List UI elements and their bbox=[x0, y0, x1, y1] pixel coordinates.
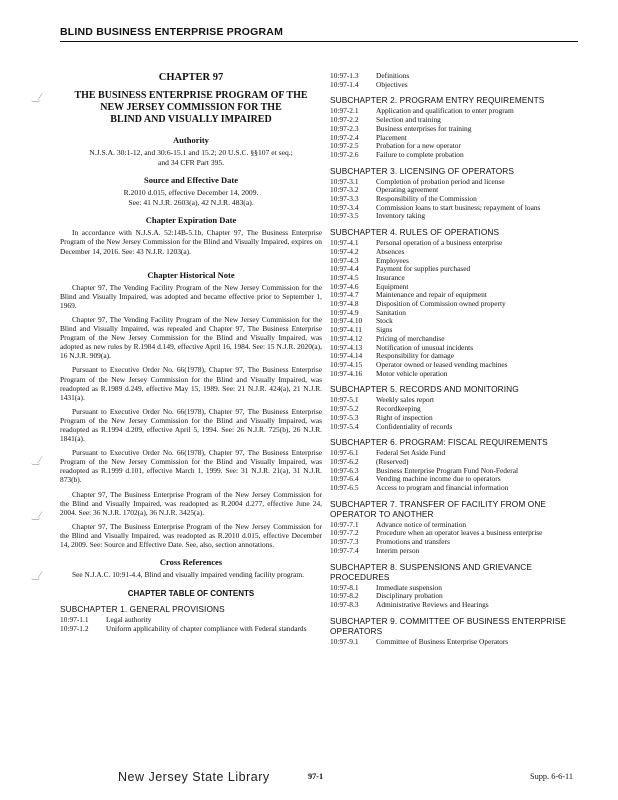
header-rule bbox=[60, 41, 578, 42]
section-number: 10:97-4.2 bbox=[330, 246, 359, 256]
toc-entry bbox=[330, 72, 580, 81]
toc-entry bbox=[330, 274, 580, 283]
section-title: Maintenance and repair of equipment bbox=[376, 290, 487, 300]
section-title: Personal operation of a business enterprise bbox=[376, 238, 503, 248]
history-paragraph: Pursuant to Executive Order No. 66(1978), Chapter 97, The Business Enterprise Program of the New Jersey Commission for the Blind and Visually Impaired, was readopted as R.1989 d.249, effective May 15, 1989. See: 21 N.J.R. 424(a), 21 N.J.R. 1431(a). bbox=[60, 365, 322, 402]
section-number: 10:97-4.4 bbox=[330, 264, 359, 274]
section-number: 10:97-4.11 bbox=[330, 325, 362, 335]
history-paragraph: Pursuant to Executive Order No. 66(1978), Chapter 97, The Business Enterprise Program of the New Jersey Commission for the Blind and Visually Impaired, was readopted as R.1999 d.101, effective March 1, 1999. See: 31 N.J.R. 21(a), 31 N.J.R. 873(b). bbox=[60, 448, 322, 485]
section-number: 10:97-4.14 bbox=[330, 351, 363, 361]
margin-mark: ‿⁄ bbox=[32, 455, 41, 465]
subchapter-heading: SUBCHAPTER 7. TRANSFER OF FACILITY FROM ONE OPERATOR TO ANOTHER bbox=[330, 498, 547, 519]
toc-entry bbox=[330, 151, 580, 160]
section-title: Payment for supplies purchased bbox=[376, 264, 471, 274]
section-number: 10:97-3.5 bbox=[330, 211, 359, 221]
section-title: Promotions and transfers bbox=[376, 537, 450, 547]
subchapter-heading: SUBCHAPTER 2. PROGRAM ENTRY REQUIREMENTS bbox=[330, 95, 545, 106]
section-number: 10:97-4.9 bbox=[330, 307, 359, 317]
toc-entry bbox=[330, 449, 580, 458]
subchapter-heading: SUBCHAPTER 1. GENERAL PROVISIONS bbox=[60, 604, 225, 615]
section-number: 10:97-3.1 bbox=[330, 176, 359, 186]
section-title: (Reserved) bbox=[376, 456, 409, 466]
toc-entry bbox=[330, 484, 580, 493]
section-number: 10:97-4.7 bbox=[330, 290, 359, 300]
section-number: 10:97-2.4 bbox=[330, 132, 359, 142]
toc-entry bbox=[330, 178, 580, 187]
section-title: Disposition of Commission owned property bbox=[376, 299, 506, 309]
history-heading: Chapter Historical Note bbox=[147, 269, 235, 280]
toc-entry bbox=[330, 81, 580, 90]
toc-entry bbox=[330, 265, 580, 274]
chapter-title-line: NEW JERSEY COMMISSION FOR THE bbox=[100, 102, 282, 113]
toc-entry bbox=[330, 538, 580, 547]
section-number: 10:97-7.2 bbox=[330, 528, 359, 538]
section-number: 10:97-2.5 bbox=[330, 141, 359, 151]
section-title: Placement bbox=[376, 132, 407, 142]
section-number: 10:97-2.1 bbox=[330, 106, 359, 116]
section-title: Pricing of merchandise bbox=[376, 333, 445, 343]
section-title: Vending machine income due to operators bbox=[376, 474, 501, 484]
section-number: 10:97-7.3 bbox=[330, 537, 359, 547]
section-number: 10:97-4.15 bbox=[330, 359, 363, 369]
section-number: 10:97-4.1 bbox=[330, 238, 359, 248]
toc-entry bbox=[330, 239, 580, 248]
source-line: R.2010 d.015, effective December 14, 2009. bbox=[123, 188, 259, 198]
section-title: Access to program and financial information bbox=[376, 483, 509, 493]
toc-entry bbox=[330, 584, 580, 593]
margin-mark: ‿⁄ bbox=[32, 92, 41, 102]
section-number: 10:97-3.4 bbox=[330, 202, 359, 212]
source-heading: Source and Effective Date bbox=[143, 175, 239, 186]
history-paragraph: Pursuant to Executive Order No. 66(1978), Chapter 97, The Business Enterprise Program of the New Jersey Commission for the Blind and Visually Impaired, was readopted as R.1994 d.209, effective April 5, 1994. See: 26 N.J.R. 725(b), 26 N.J.R. 1841(a). bbox=[60, 406, 322, 444]
section-title: Commission loans to start business; repayment of loans bbox=[376, 202, 541, 212]
toc-entry bbox=[330, 396, 580, 405]
toc-entry bbox=[330, 423, 580, 432]
toc-entry bbox=[330, 317, 580, 326]
section-title: Business Enterprise Program Fund Non-Federal bbox=[376, 465, 519, 475]
toc-heading: CHAPTER TABLE OF CONTENTS bbox=[127, 589, 255, 599]
section-number: 10:97-4.16 bbox=[330, 368, 363, 378]
section-number: 10:97-6.4 bbox=[330, 474, 359, 484]
section-title: Insurance bbox=[376, 272, 405, 282]
authority-heading: Authority bbox=[173, 135, 209, 145]
section-number: 10:97-5.3 bbox=[330, 412, 359, 422]
section-number: 10:97-3.2 bbox=[330, 185, 359, 195]
expiration-heading: Chapter Expiration Date bbox=[145, 215, 237, 226]
subchapter-heading: SUBCHAPTER 8. SUSPENSIONS AND GRIEVANCE PROCEDURES bbox=[330, 561, 532, 582]
section-title: Recordkeeping bbox=[376, 404, 421, 414]
section-number: 10:97-8.1 bbox=[330, 582, 359, 592]
chapter-number: CHAPTER 97 bbox=[158, 72, 224, 83]
subchapter-heading: SUBCHAPTER 4. RULES OF OPERATIONS bbox=[330, 227, 500, 238]
section-number: 10:97-8.3 bbox=[330, 599, 359, 609]
section-number: 10:97-6.2 bbox=[330, 456, 359, 466]
section-title: Operating agreement bbox=[376, 185, 439, 195]
toc-entry bbox=[330, 638, 580, 647]
section-number: 10:97-2.6 bbox=[330, 149, 359, 159]
subchapter-heading: SUBCHAPTER 6. PROGRAM: FISCAL REQUIREMENTS bbox=[330, 437, 548, 448]
section-number: 10:97-4.10 bbox=[330, 316, 363, 326]
toc-entry bbox=[330, 248, 580, 257]
section-title: Objectives bbox=[376, 79, 408, 89]
section-number: 10:97-1.3 bbox=[330, 71, 359, 80]
section-title: Immediate suspension bbox=[376, 582, 442, 592]
section-title: Stock bbox=[376, 316, 393, 326]
margin-mark: ‿⁄ bbox=[32, 570, 41, 580]
history-paragraph: Chapter 97, The Business Enterprise Program of the New Jersey Commission for the Blind and Visually Impaired, was readopted as R.2004 d.277, effective June 24, 2004. See: 36 N.J.R. 1702(a), 36 N.J.R. 3425(a). bbox=[60, 489, 322, 517]
section-number: 10:97-7.1 bbox=[330, 519, 359, 529]
section-title: Notification of unusual incidents bbox=[376, 342, 474, 352]
section-number: 10:97-1.2 bbox=[60, 623, 89, 633]
history-paragraph: Chapter 97, The Business Enterprise Program of the New Jersey Commission for the Blind and Visually Impaired, was readopted as R.2010 d.015, effective December 14, 2009. See: Source and Effective Date. See, also, section annotations. bbox=[60, 521, 322, 549]
subchapter-heading: SUBCHAPTER 9. COMMITTEE OF BUSINESS ENTERPRISE OPERATORS bbox=[330, 615, 567, 636]
section-number: 10:97-6.3 bbox=[330, 465, 359, 475]
section-title: Completion of probation period and license bbox=[376, 176, 505, 186]
toc-entry bbox=[330, 309, 580, 318]
section-number: 10:97-4.6 bbox=[330, 281, 359, 291]
section-number: 10:97-5.4 bbox=[330, 421, 359, 431]
section-number: 10:97-2.3 bbox=[330, 123, 359, 133]
right-column bbox=[330, 72, 580, 646]
section-number: 10:97-4.12 bbox=[330, 333, 363, 343]
section-title: Responsibility for damage bbox=[376, 351, 454, 361]
section-title: Failure to complete probation bbox=[376, 149, 464, 159]
chapter-title-line: THE BUSINESS ENTERPRISE PROGRAM OF THE bbox=[74, 90, 308, 101]
running-header: BLIND BUSINESS ENTERPRISE PROGRAM bbox=[60, 26, 284, 38]
section-title: Advance notice of termination bbox=[376, 519, 467, 529]
section-number: 10:97-4.5 bbox=[330, 272, 359, 282]
page-number: 97-1 bbox=[308, 772, 324, 781]
section-title: Definitions bbox=[376, 71, 410, 80]
toc-entry bbox=[330, 414, 580, 423]
section-title: Selection and training bbox=[376, 115, 441, 125]
toc-entry bbox=[60, 625, 322, 634]
authority-line: and 34 CFR Part 395. bbox=[157, 157, 225, 167]
source-line: See: 41 N.J.R. 2603(a), 42 N.J.R. 483(a). bbox=[128, 197, 254, 207]
section-title: Application and qualification to enter program bbox=[376, 106, 514, 116]
left-column bbox=[60, 72, 322, 634]
section-title: Responsibility of the Commission bbox=[376, 194, 477, 204]
section-number: 10:97-1.4 bbox=[330, 79, 359, 89]
section-title: Weekly sales report bbox=[376, 395, 435, 405]
section-title: Procedure when an operator leaves a business enterprise bbox=[376, 528, 543, 538]
section-title: Absences bbox=[376, 246, 405, 256]
section-number: 10:97-9.1 bbox=[330, 636, 359, 646]
section-title: Interim person bbox=[376, 545, 420, 555]
toc-entry bbox=[330, 529, 580, 538]
section-number: 10:97-5.2 bbox=[330, 404, 359, 414]
history-paragraph: Chapter 97, The Vending Facility Program of the New Jersey Commission for the Blind and Visually Impaired, was adopted and became effective prior to September 1, 1969. bbox=[60, 282, 322, 310]
cross-references-heading: Cross References bbox=[159, 557, 223, 568]
toc-entry bbox=[330, 107, 580, 116]
chapter-title bbox=[60, 90, 322, 126]
toc-entry bbox=[330, 344, 580, 353]
expiration-text: In accordance with N.J.S.A. 52:14B-5.1b, Chapter 97, The Business Enterprise Program of the New Jersey Commission for the Blind and Visually Impaired, expires on December 14, 2016. See: 43 N.J.R. 1203(a). bbox=[60, 228, 322, 256]
section-number: 10:97-4.3 bbox=[330, 255, 359, 265]
toc-entry bbox=[330, 405, 580, 414]
section-number: 10:97-5.1 bbox=[330, 395, 359, 405]
section-title: Confidentiality of records bbox=[376, 421, 453, 431]
toc-entry bbox=[330, 601, 580, 610]
toc-entry bbox=[330, 212, 580, 221]
section-title: Motor vehicle operation bbox=[376, 368, 448, 378]
subchapter-heading: SUBCHAPTER 5. RECORDS AND MONITORING bbox=[330, 384, 519, 395]
supplement-date: Supp. 6-6-11 bbox=[530, 772, 574, 781]
library-stamp: New Jersey State Library bbox=[118, 770, 270, 784]
section-title: Sanitation bbox=[376, 307, 406, 317]
section-title: Employees bbox=[376, 255, 409, 265]
section-title: Federal Set Aside Fund bbox=[376, 448, 446, 458]
toc-entry bbox=[330, 125, 580, 134]
section-title: Committee of Business Enterprise Operators bbox=[376, 636, 509, 646]
section-number: 10:97-4.13 bbox=[330, 342, 363, 352]
section-number: 10:97-6.5 bbox=[330, 483, 359, 493]
section-number: 10:97-7.4 bbox=[330, 545, 359, 555]
section-title: Operator owned or leased vending machines bbox=[376, 359, 508, 369]
authority-line: N.J.S.A. 30:1-12, and 30:6-15.1 and 15.2; 20 U.S.C. §§107 et seq.; bbox=[89, 148, 293, 157]
toc-entry bbox=[330, 300, 580, 309]
section-number: 10:97-8.2 bbox=[330, 591, 359, 601]
section-title: Probation for a new operator bbox=[376, 141, 461, 151]
toc-entry bbox=[330, 204, 580, 213]
toc-entry bbox=[330, 547, 580, 556]
section-title: Right of inspection bbox=[376, 412, 433, 422]
section-title: Signs bbox=[376, 325, 393, 335]
section-title: Uniform applicability of chapter compliance with Federal standards bbox=[106, 623, 307, 633]
section-title: Inventory taking bbox=[376, 211, 426, 221]
history-paragraph: Chapter 97, The Vending Facility Program of the New Jersey Commission for the Blind and Visually Impaired, was repealed and Chapter 97, The Business Enterprise Program of the New Jersey Commission for the Blind and Visually Impaired, was adopted as new rules by R.1984 d.149, effective April 16, 1984. See: 15 N.J.R. 2020(a), 16 N.J.R. 909(a). bbox=[60, 314, 322, 361]
section-title: Business enterprises for training bbox=[376, 123, 472, 133]
section-title: Equipment bbox=[376, 281, 409, 291]
toc-entry bbox=[330, 370, 580, 379]
subchapter-heading: SUBCHAPTER 3. LICENSING OF OPERATORS bbox=[330, 165, 515, 176]
section-title: Legal authority bbox=[106, 615, 152, 625]
toc-entry bbox=[330, 326, 580, 335]
section-number: 10:97-6.1 bbox=[330, 448, 359, 458]
section-title: Administrative Reviews and Hearings bbox=[376, 599, 489, 609]
section-title: Disciplinary probation bbox=[376, 591, 443, 601]
cross-references-text: See N.J.A.C. 10:91-4.4, Blind and visually impaired vending facility program. bbox=[72, 570, 304, 580]
chapter-title-line: BLIND AND VISUALLY IMPAIRED bbox=[110, 114, 272, 125]
toc-entry bbox=[330, 361, 580, 370]
section-number: 10:97-2.2 bbox=[330, 115, 359, 125]
section-number: 10:97-1.1 bbox=[60, 615, 89, 625]
section-number: 10:97-4.8 bbox=[330, 299, 359, 309]
margin-mark: ‿⁄ bbox=[32, 510, 41, 520]
section-number: 10:97-3.3 bbox=[330, 194, 359, 204]
